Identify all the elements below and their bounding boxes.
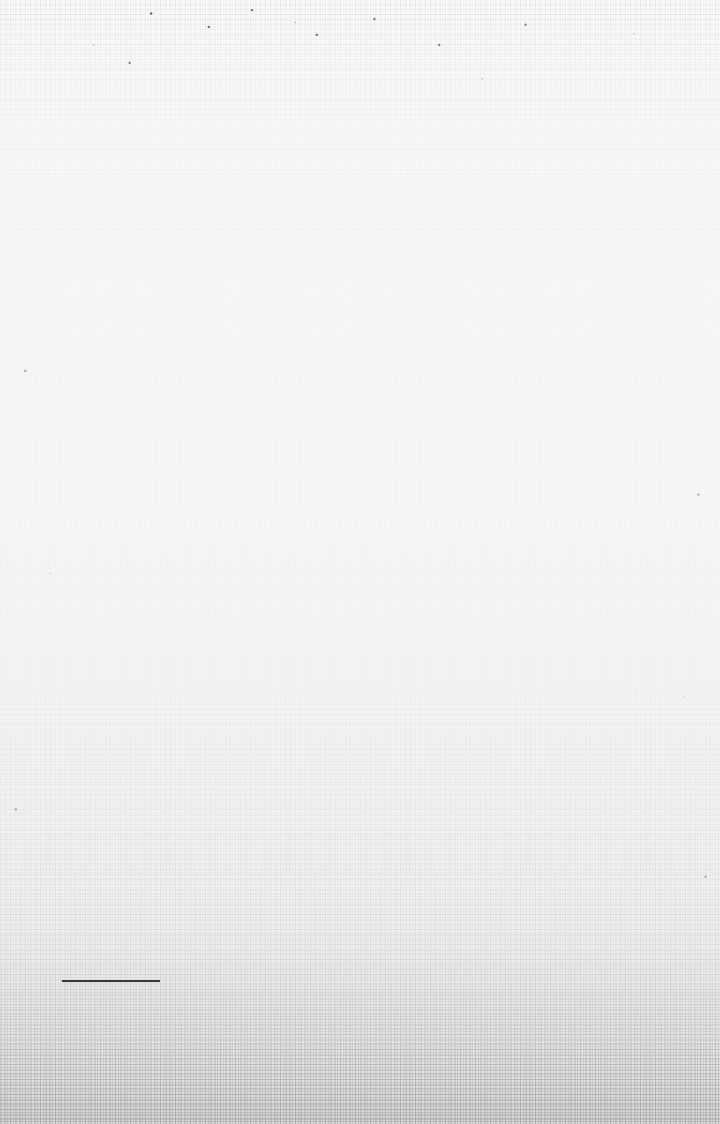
footnote-separator-rule (62, 980, 160, 982)
